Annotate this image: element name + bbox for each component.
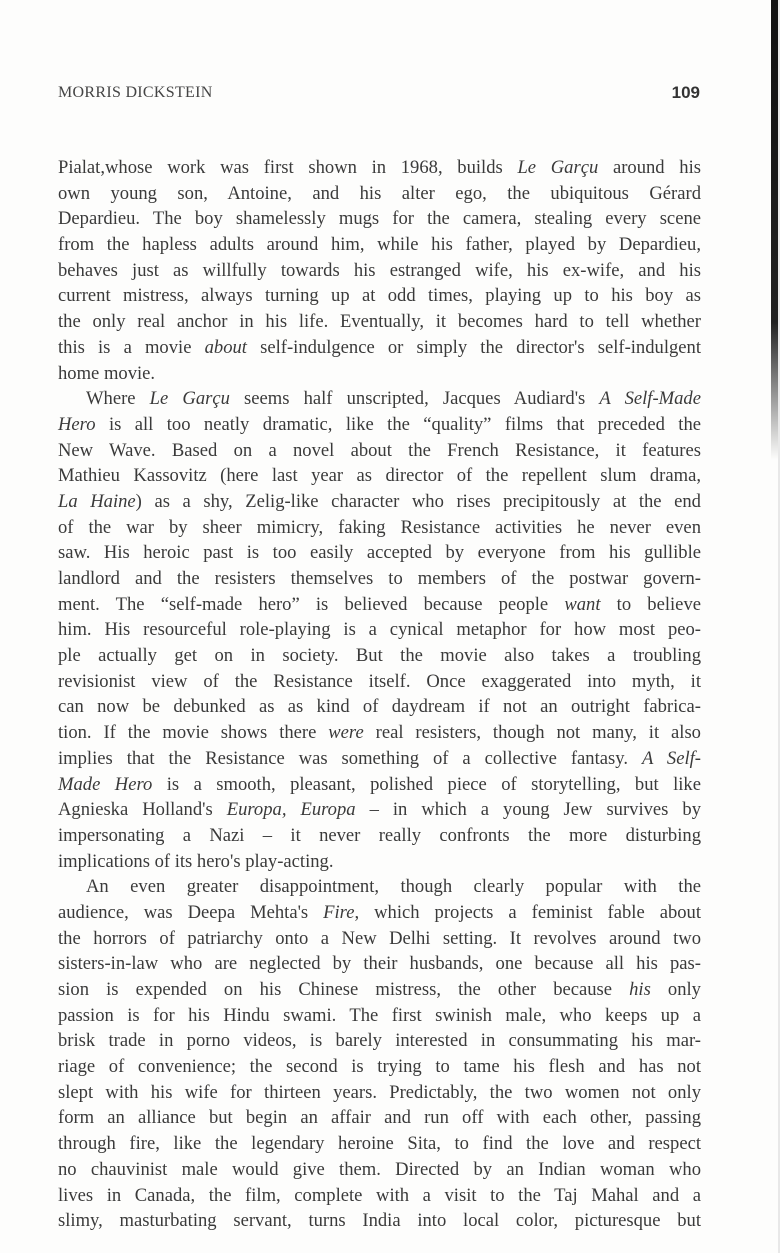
text-line: lives in Canada, the film, complete with a visit to the Taj Mahal and a xyxy=(58,1184,701,1206)
text-line: ment. The “self-made hero” is believed because people want to believe xyxy=(58,593,701,615)
paragraph xyxy=(58,386,701,874)
text-line: the horrors of patriarchy onto a New Delhi setting. It revolves around two xyxy=(58,927,701,949)
text-line: slimy, masturbating servant, turns India into local color, picturesque but xyxy=(58,1210,701,1232)
text-line: home movie. xyxy=(58,362,156,384)
body-text xyxy=(58,155,701,1234)
text-line: no chauvinist male would give them. Directed by an Indian woman who xyxy=(58,1158,701,1180)
text-line: form an alliance but begin an affair and run off with each other, passing xyxy=(58,1107,701,1129)
text-line: through fire, like the legendary heroine Sita, to find the love and respect xyxy=(58,1133,701,1155)
text-line: implies that the Resistance was something of a collective fantasy. A Self- xyxy=(58,747,702,769)
text-line: sisters-in-law who are neglected by their husbands, one because all his pas- xyxy=(58,953,701,975)
text-line: Hero is all too neatly dramatic, like the “quality” films that preceded the xyxy=(58,413,701,435)
text-line: him. His resourceful role-playing is a cynical metaphor for how most peo- xyxy=(58,619,701,641)
text-line: landlord and the resisters themselves to members of the postwar govern- xyxy=(58,568,701,589)
text-line: riage of convenience; the second is trying to tame his flesh and has not xyxy=(58,1056,701,1078)
text-line: Mathieu Kassovitz (here last year as director of the repellent slum drama, xyxy=(58,465,701,487)
paragraph xyxy=(58,155,701,386)
text-line: can now be debunked as as kind of daydream if not an outright fabrica- xyxy=(58,696,701,718)
running-head: MORRIS DICKSTEIN xyxy=(58,84,213,101)
text-line: this is a movie about self-indulgence or simply the director's self-indulgent xyxy=(58,336,701,358)
text-line: Made Hero is a smooth, pleasant, polished piece of storytelling, but like xyxy=(58,773,701,795)
text-line: New Wave. Based on a novel about the French Resistance, it features xyxy=(58,439,701,461)
text-line: An even greater disappointment, though clearly popular with the xyxy=(86,876,701,898)
text-line: brisk trade in porno videos, is barely interested in consummating his mar- xyxy=(58,1030,701,1052)
text-line: implications of its hero's play-acting. xyxy=(58,850,334,872)
text-line: Pialat,whose work was first shown in 1968, builds Le Garçu around his xyxy=(58,157,701,178)
text-line: from the hapless adults around him, while his father, played by Depardieu, xyxy=(58,234,701,256)
text-line: Where Le Garçu seems half unscripted, Jacques Audiard's A Self-Made xyxy=(86,388,701,410)
text-line: tion. If the movie shows there were real resisters, though not many, it also xyxy=(58,722,701,744)
text-line: La Haine) as a shy, Zelig-like character who rises precipitously at the end xyxy=(58,490,701,512)
text-line: behaves just as willfully towards his estranged wife, his ex-wife, and his xyxy=(58,259,701,281)
text-line: impersonating a Nazi – it never really confronts the more disturbing xyxy=(58,824,701,846)
text-line: sion is expended on his Chinese mistress, the other because his only xyxy=(58,979,701,1000)
text-line: saw. His heroic past is too easily accepted by everyone from his gullible xyxy=(58,542,701,564)
text-line: revisionist view of the Resistance itself. Once exaggerated into myth, it xyxy=(58,670,701,692)
text-line: passion is for his Hindu swami. The first swinish male, who keeps up a xyxy=(58,1004,701,1026)
paragraph xyxy=(58,874,701,1234)
text-line: audience, was Deepa Mehta's Fire, which projects a feminist fable about xyxy=(58,901,702,923)
text-line: current mistress, always turning up at odd times, playing up to his boy as xyxy=(58,285,701,307)
text-line: own young son, Antoine, and his alter ego, the ubiquitous Gérard xyxy=(58,182,701,204)
text-line: of the war by sheer mimicry, faking Resistance activities he never even xyxy=(58,516,701,538)
text-line: ple actually get on in society. But the movie also takes a troubling xyxy=(58,645,701,667)
text-line: Depardieu. The boy shamelessly mugs for the camera, stealing every scene xyxy=(58,208,701,230)
page-number: 109 xyxy=(671,83,700,102)
text-line: Agnieska Holland's Europa, Europa – in which a young Jew survives by xyxy=(58,799,702,821)
text-line: slept with his wife for thirteen years. Predictably, the two women not only xyxy=(58,1081,701,1103)
text-line: the only real anchor in his life. Eventually, it becomes hard to tell whether xyxy=(58,311,701,333)
